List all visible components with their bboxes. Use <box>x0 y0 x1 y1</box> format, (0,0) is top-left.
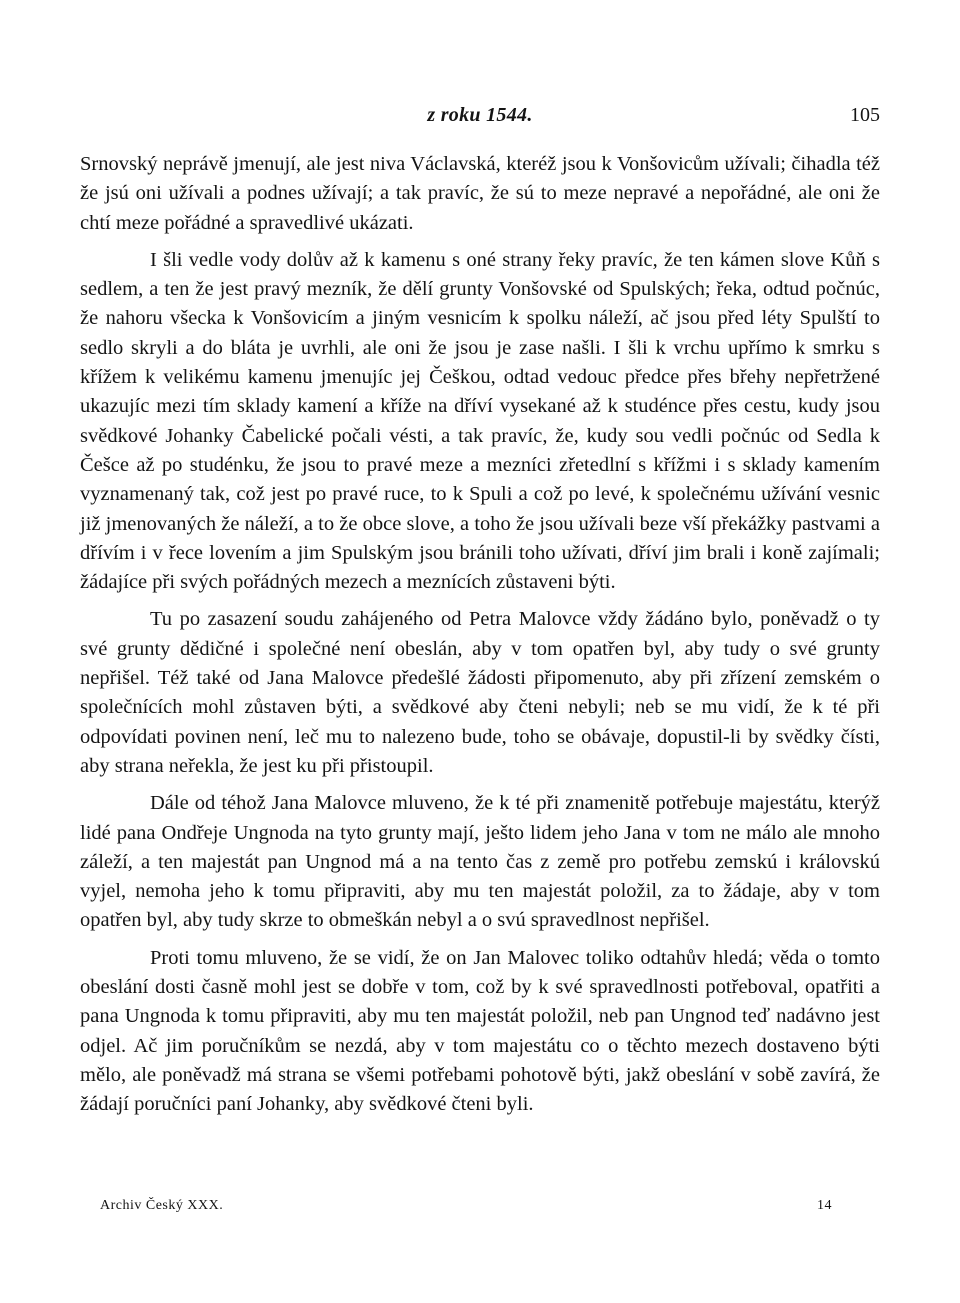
paragraph-continued: Srnovský neprávě jmenují, ale jest niva Václavská, kteréž jsou k Vonšovicům užívali; čihadla též že jsú oni užívali a podnes užívají; a tak pravíc, že sú to meze nepravé a nepořádné, ale oni že chtí meze pořádné a spravedlivé ukázati. <box>80 153 880 234</box>
paragraph: Dále od téhož Jana Malovce mluveno, že k té při znamenitě potřebuje majestátu, kterýž lidé pana Ondřeje Ungnoda na tyto grunty mají, ješto lidem jeho Jana v tom ne málo ale mnoho záleží, a ten majestát pan Ungnod má a na tento čas z země pro potřebu zemskú i královskú vyjel, nemoha jeho k tomu připraviti, aby mu ten majestát položil, za to žádaje, aby v tom opatřen byl, aby tudy skrze to obmeškán nebyl a o svú spravedlnost nepřišel. <box>80 792 880 932</box>
paragraph: Tu po zasazení soudu zahájeného od Petra Malovce vždy žádáno bylo, poněvadž o ty své grunty dědičné i společné není obeslán, aby v tom opatřen byl, aby tudy o své grunty nepřišel. Též také od Jana Malovce předešlé žádosti připomenuto, aby při zřízení zemském o společnících mohl zůstaven býti, a svědkové aby čteni nebyli; neb se mu vidí, že k té při odpovídati povinen není, leč mu to nalezeno bude, toho se obávaje, dopustil-li by svědky čísti, aby strana neřekla, že jest ku při přistoupil. <box>80 608 880 777</box>
paragraph: Proti tomu mluveno, že se vidí, že on Jan Malovec toliko odtahův hledá; věda o tomto obeslání dosti časně mohl jest se dobře v tom, což by k své spravedlnosti potřeboval, opatřiti a pana Ungnoda k tomu připraviti, aby mu ten majestát položil, neb pan Ungnod teď nadávno jest odjel. Ač jim poručníkům se nezdá, aby v tom majestátu co o těchto mezech dostaveno býti mělo, ale poněvadž má strana se všemi potřebami pohotově býti, jakž obeslání v sobě zavírá, že žádají poručníci paní Johanky, aby svědkové čteni byli. <box>80 946 880 1116</box>
page-footer <box>100 1198 832 1222</box>
body-text <box>80 150 880 1120</box>
running-title: z roku 1544. <box>427 104 533 126</box>
page-number: 105 <box>850 104 880 126</box>
paragraph: I šli vedle vody dolův až k kamenu s oné strany řeky pravíc, že ten kámen slove Kůň s sedlem, a ten že jest pravý mezník, že dělí grunty Vonšovské od Spulských; řeka, odtud počnúc, že nahoru všecka k Vonšovicím a jiným vesnicím k spolku náleží, ač jsou před léty Spulští to sedlo skryli a do bláta je uvrhli, ale oni že jsou je zase našli. I šli k vrchu upřímo k smrku s křížem k velikému kamenu jmenujíc jej Češkou, odtad vedouc předce přes břehy nepřetržené ukazujíc mezi tím sklady kamení a kříže na dříví vysekané až k studénce přes cestu, kudy jsou svědkové Johanky Čabelické počali vésti, a tak pravíc, že, kudy sou vedli počnúc od Sedla k Češce až po studénku, že jsou to pravé meze a mezníci zřetedlní s křížmi i s sklady kamením vyznamenaný tak, což jest po pravé ruce, to k Spuli a což po levé, k společnému užívání vesnic již jmenovaných že náleží, a to že obce slove, a toho že jsou užívali beze vší překážky pastvami a dřívím i v řece lovením a jim Spulským jsou bránili toho užívati, dříví jim brali i koně zajímali; žádajíce při svých pořádných mezech a meznících zůstaveni býti. <box>80 248 880 594</box>
running-head <box>80 104 880 134</box>
sheet-signature: 14 <box>817 1198 832 1213</box>
footer-source: Archiv Český XXX. <box>100 1198 224 1213</box>
